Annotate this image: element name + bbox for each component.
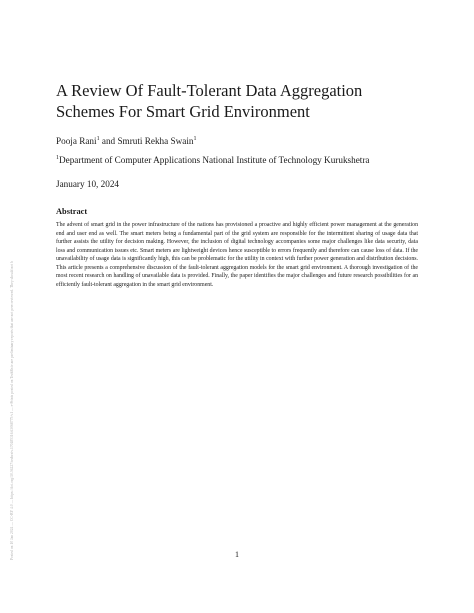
page-number: 1 — [235, 550, 239, 559]
affiliation-text: Department of Computer Applications National Institute of Technology Kurukshetra — [59, 155, 370, 165]
author-name: Pooja Rani — [56, 136, 97, 146]
affiliation-mark: 1 — [56, 154, 59, 161]
author-affiliation-mark: 1 — [193, 135, 197, 142]
abstract-text: The advent of smart grid in the power infrastructure of the nations has provisioned a proactive and highly efficient power management at the generation end and user end as well. The smart meters being a fundamental part of the grid system are responsible for the intermittent sharing of usage data that further assists the utility for decision making. However, the inclusion of digital technology accompanies some major challenges like data security, data loss and communication issues etc. Smart meters are lightweight devices hence susceptible to errors frequently and therefore can cause loss of data. If the unavailability of usage data is significantly high, this can be problematic for the utility in context with further power generation and distribution decisions. This article presents a comprehensive discussion of the fault-tolerant aggregation models for the smart grid environment. A thorough investigation of the most recent research on handling of unavailable data is provided. Finally, the paper identifies the major challenges and future research possibilities for an efficiently fault-tolerant aggregation in the smart grid environment. — [56, 222, 418, 288]
affiliation — [56, 154, 418, 166]
paper-title: A Review Of Fault-Tolerant Data Aggregation Schemes For Smart Grid Environment — [56, 81, 363, 121]
author-affiliation-mark: 1 — [96, 135, 100, 142]
author-list — [56, 135, 418, 147]
author-conjunction: and — [101, 136, 116, 146]
publication-date: January 10, 2024 — [56, 179, 120, 189]
preprint-side-note: Posted on 10 Jan 2024 — CC-BY 4.0 — https://doi.org/10.36227/techrxiv.170485316.63068775/v1 — e-Prints posted on TechRxiv are preliminary reports that are not peer reviewed. They should not b — [10, 261, 14, 560]
paper-front-matter — [56, 80, 418, 289]
abstract-heading: Abstract — [56, 207, 88, 216]
author-name: Smruti Rekha Swain — [117, 136, 194, 146]
